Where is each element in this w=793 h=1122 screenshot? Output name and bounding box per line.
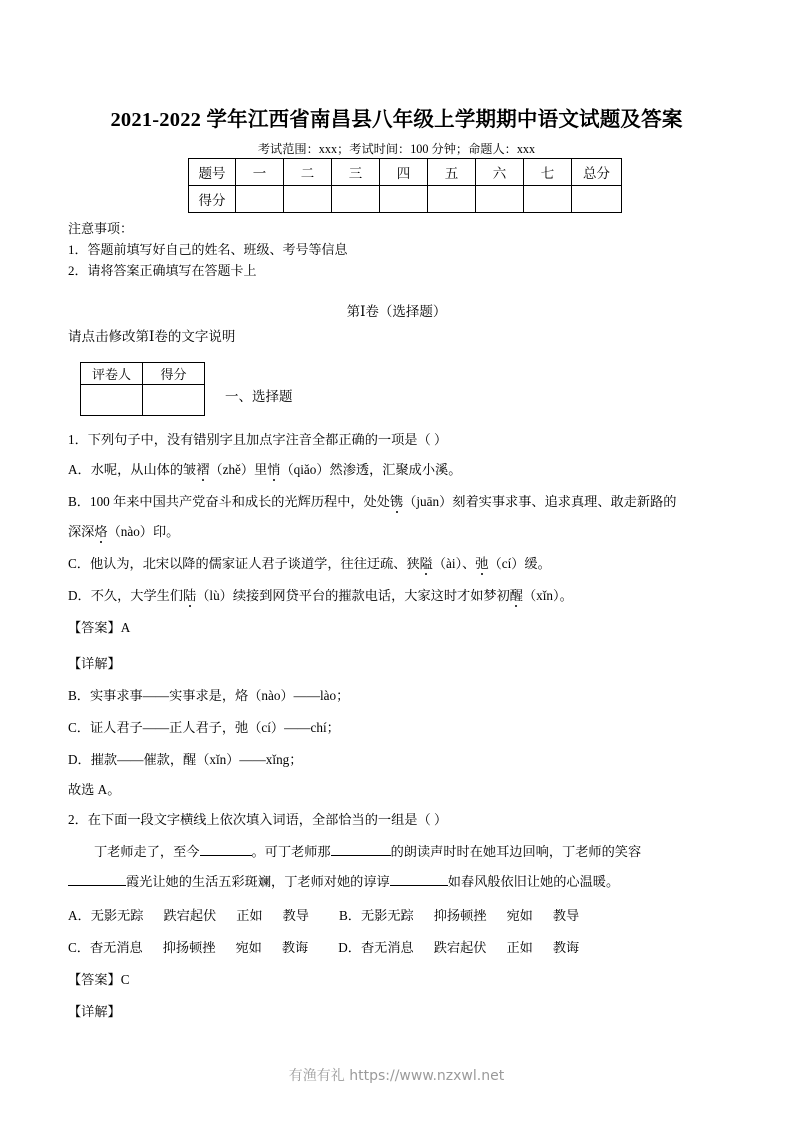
q2-option-b-word-1: 无影无踪 [360,908,414,923]
score-cell-3[interactable] [332,186,380,213]
option-d-dotted-2: 醒 [509,588,523,603]
q2-option-d-word-4: 教诲 [552,940,580,955]
page-title: 2021-2022 学年江西省南昌县八年级上学期期中语文试题及答案 [110,109,683,131]
answer-value-2: C [120,972,130,987]
q2-option-b-word-4: 教导 [552,908,580,923]
question-1-explain-label: 【详解】 [68,656,121,671]
q2-option-c-word-4: 教诲 [281,940,309,955]
q2-option-d-word-3: 正如 [506,940,533,955]
q2-option-b-word-2: 抑扬顿挫 [433,908,487,923]
option-b-text-3: 深深 [68,524,95,539]
score-table-col-5: 五 [428,159,476,186]
q2-option-b[interactable] [339,908,579,923]
q2-option-c-word-1: 杳无消息 [89,940,143,955]
q2-option-a-word-1: 无影无踪 [90,908,144,923]
score-table-col-1: 一 [236,159,284,186]
score-table-col-4: 四 [380,159,428,186]
section-title-choice: 一、选择题 [225,389,293,404]
q2-option-a[interactable] [68,908,309,923]
score-cell-total[interactable] [572,186,622,213]
footer-watermark: 有渔有礼 https://www.nzxwl.net [288,1068,505,1084]
score-cell-7[interactable] [524,186,572,213]
q2-option-d[interactable] [338,940,579,955]
option-a-text-1: 水呢，从山体的皱 [90,462,197,477]
score-table-header-row [189,159,622,186]
q2-option-b-label: B． [338,908,361,923]
score-cell-1[interactable] [236,186,284,213]
score-table-col-7: 七 [524,159,572,186]
option-c-dotted-1: 隘 [419,556,433,571]
score-table-row-label-2: 得分 [189,186,236,213]
notes-item-2: 2．请将答案正确填写在答题卡上 [68,263,257,278]
q2-option-c-word-2: 抑扬顿挫 [162,940,216,955]
q2-option-c-word-3: 宛如 [235,940,262,955]
score-table-row-label-1: 题号 [189,159,236,186]
question-2-passage-line-1 [68,837,641,867]
question-2-stem: 2．在下面一段文字横线上依次填入词语，全部恰当的一组是（ ） [68,812,448,827]
grader-header-score: 得分 [143,363,205,385]
q2-option-b-word-3: 宛如 [506,908,533,923]
option-d-text-2: （lù）续接到网贷平台的摧款电话，大家这时才如梦初 [196,588,510,603]
question-1-explain-line-2: C．证人君子——正人君子，弛（cí）——chí； [68,720,340,735]
question-1-option-d[interactable] [68,581,573,611]
part-one-header: 第Ⅰ卷（选择题） [346,304,447,319]
option-b-text-2: （juān）刻着实事求事、追求真理、敢走新路的 [403,494,677,509]
score-cell-4[interactable] [380,186,428,213]
option-c-text-3: （cí）缓。 [488,556,551,571]
q2-option-d-word-2: 跌宕起伏 [433,940,487,955]
score-cell-6[interactable] [476,186,524,213]
passage-blank-1[interactable] [200,855,252,856]
q2-option-d-word-1: 杳无消息 [360,940,414,955]
option-a-label: A． [68,462,91,477]
question-1-explain-line-4: 故选 A。 [68,782,121,797]
answer-label-2: 【答案】 [68,972,121,987]
option-d-text-3: （xǐn）。 [522,588,573,603]
grader-table-header-row [81,363,205,385]
question-1-option-a[interactable] [68,455,461,485]
passage-text-1a: 丁老师走了，至今 [94,844,200,859]
q2-option-c[interactable] [68,940,308,955]
option-d-text-1: 不久，大学生们 [90,588,184,603]
option-c-text-2: （ài）、 [432,556,476,571]
q2-option-a-word-3: 正如 [236,908,263,923]
question-1-answer [68,613,130,643]
option-b-text-4: （nào）印。 [107,524,180,539]
question-1-explain-line-3: D．摧款——催款，醒（xǐn）——xǐng； [68,752,303,767]
option-a-dotted-1: 褶 [196,462,210,477]
score-table-col-6: 六 [476,159,524,186]
notes-block [68,218,348,281]
option-b-text-1: 100 年来中国共产党奋斗和成长的光辉历程中，处处 [89,494,390,509]
question-1-explain-line-1: B．实事求事——实事求是，烙（nào）——lào； [68,688,350,703]
passage-text-2b: 如春风般依旧让她的心温暖。 [447,874,620,889]
grader-header-reviewer: 评卷人 [81,363,143,385]
score-table-col-2: 二 [284,159,332,186]
question-2-options-row-2 [68,933,579,963]
option-c-dotted-2: 弛 [475,556,489,571]
notes-heading: 注意事项： [68,221,134,236]
passage-blank-4[interactable] [390,885,448,886]
notes-item-1: 1．答题前填写好自己的姓名、班级、考号等信息 [68,242,348,257]
question-2-explain-label: 【详解】 [68,1004,121,1019]
option-b-dotted-1: 镌 [390,494,404,509]
score-table-col-3: 三 [332,159,380,186]
question-1-option-b[interactable] [68,487,676,517]
option-a-text-3: （qiǎo）然渗透，汇聚成小溪。 [280,462,462,477]
q2-option-a-label: A． [68,908,91,923]
grader-table-value-row [81,385,205,416]
question-2-answer [68,965,130,995]
grader-cell-score[interactable] [143,385,205,416]
option-d-label: D． [68,588,91,603]
passage-blank-2[interactable] [331,855,391,856]
option-a-text-2: （zhě）里 [209,462,268,477]
score-table-col-total: 总分 [572,159,622,186]
q2-option-c-label: C． [68,940,90,955]
option-a-dotted-2: 悄 [267,462,281,477]
question-2-passage-line-2 [68,867,619,897]
passage-text-1b: 。可丁老师那 [251,844,331,859]
question-1-option-b-cont[interactable] [68,517,179,547]
answer-label-1: 【答案】 [68,620,121,635]
q2-option-a-word-4: 教导 [282,908,309,923]
exam-meta-line: 考试范围：xxx；考试时间：100 分钟；命题人：xxx [257,142,536,156]
score-cell-2[interactable] [284,186,332,213]
part-one-note: 请点击修改第Ⅰ卷的文字说明 [68,329,236,344]
grader-cell-reviewer[interactable] [81,385,143,416]
answer-value-1: A [120,620,131,635]
q2-option-d-label: D． [338,940,361,955]
passage-text-1c: 的朗读声时时在她耳边回响，丁老师的笑容 [390,844,642,859]
question-1-option-c[interactable] [68,549,551,579]
option-d-dotted-1: 陆 [183,588,197,603]
score-cell-5[interactable] [428,186,476,213]
option-b-dotted-2: 烙 [94,524,108,539]
question-1-stem: 1．下列句子中，没有错别字且加点字注音全都正确的一项是（ ） [68,432,448,447]
option-b-label: B． [68,494,90,509]
passage-text-2a: 霞光让她的生活五彩斑斓，丁老师对她的谆谆 [126,874,390,889]
q2-option-a-word-2: 跌宕起伏 [163,908,217,923]
score-table [188,158,622,213]
option-c-text-1: 他认为，北宋以降的儒家证人君子谈道学，往往迂疏、狭 [89,556,420,571]
option-c-label: C． [68,556,90,571]
grader-table [80,362,205,416]
passage-blank-3[interactable] [68,885,126,886]
score-table-value-row [189,186,622,213]
question-2-options-row-1 [68,901,579,931]
